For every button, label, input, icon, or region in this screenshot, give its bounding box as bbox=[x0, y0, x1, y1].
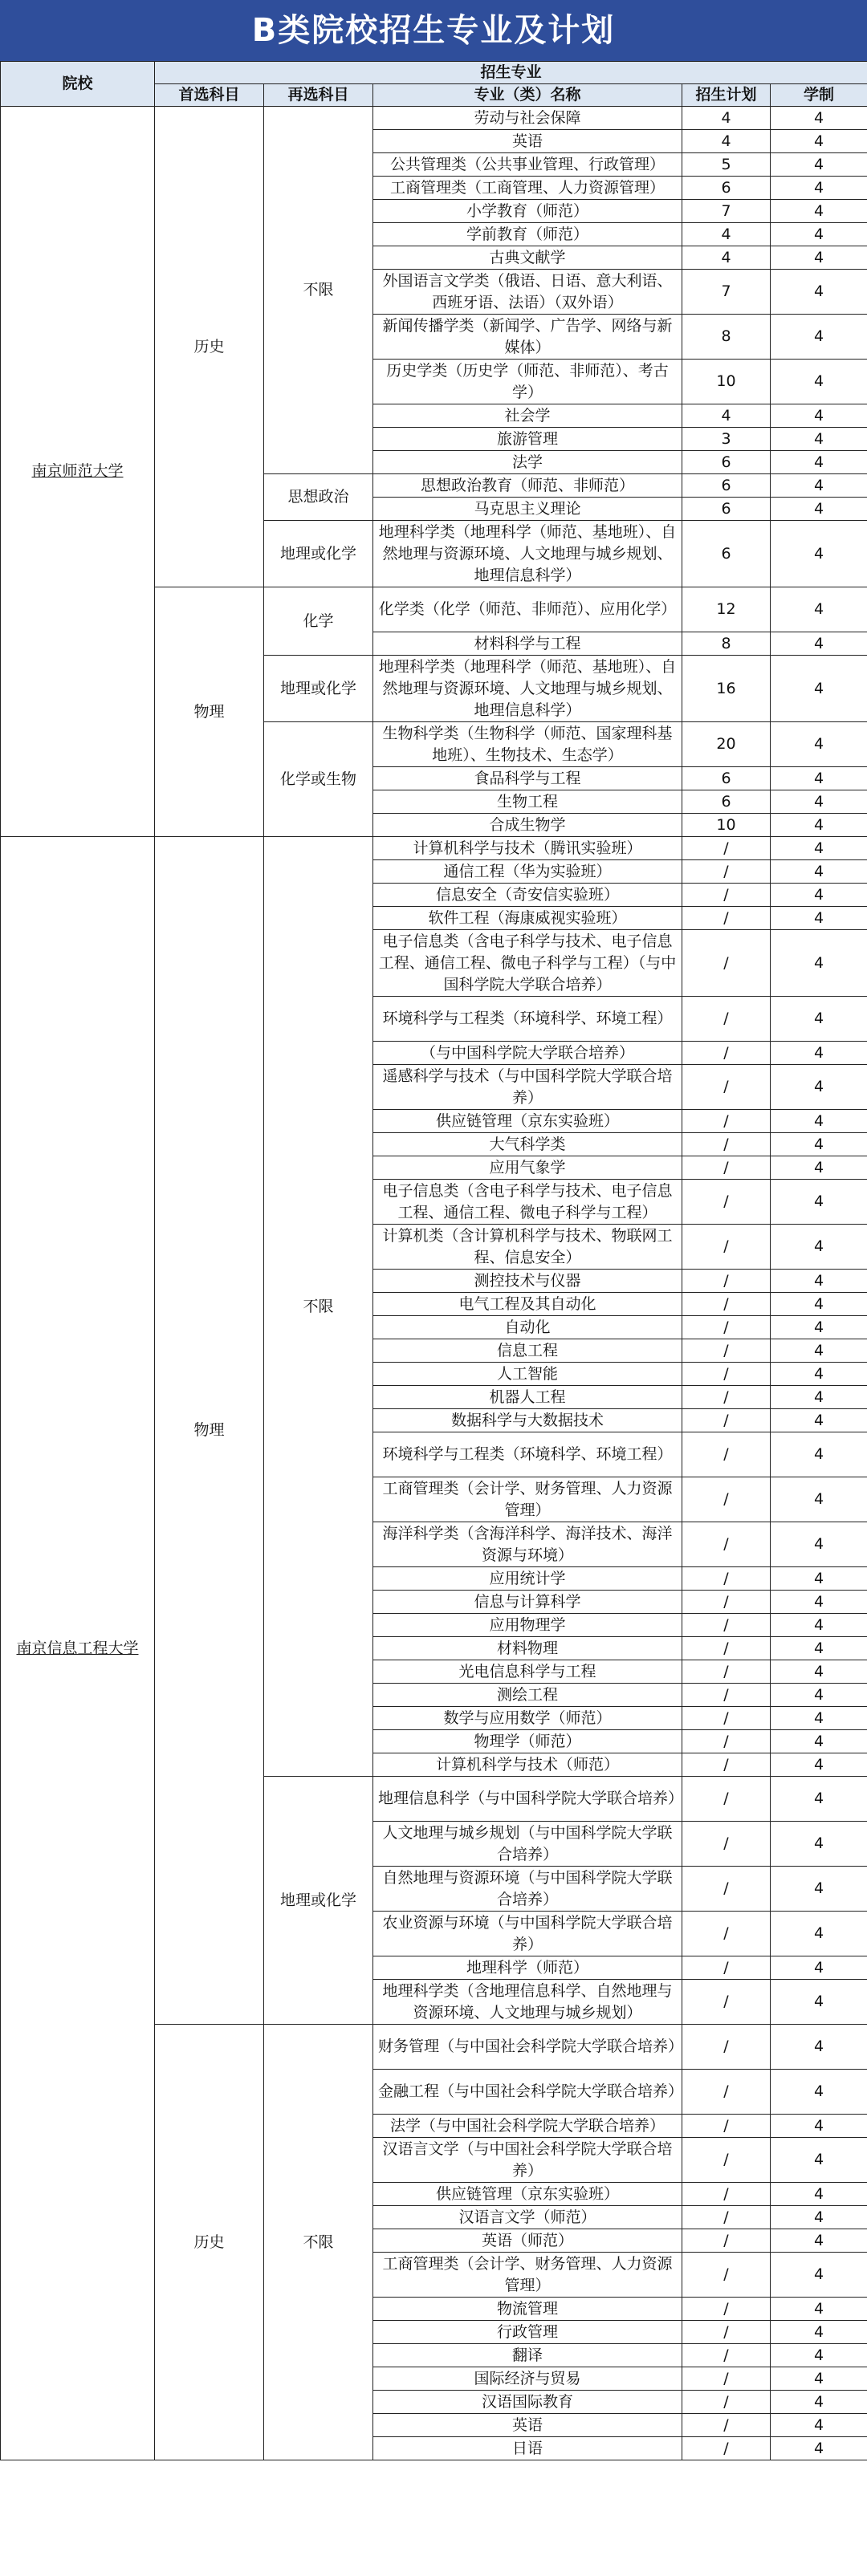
study-years: 4 bbox=[771, 1684, 867, 1707]
enroll-plan: / bbox=[682, 1316, 771, 1339]
enroll-plan: / bbox=[682, 1133, 771, 1156]
enroll-plan: 6 bbox=[682, 474, 771, 498]
enroll-plan: / bbox=[682, 884, 771, 907]
study-years: 4 bbox=[771, 1822, 867, 1867]
major-name: 历史学类（历史学（师范、非师范）、考古学） bbox=[373, 360, 682, 404]
enroll-plan: / bbox=[682, 1339, 771, 1363]
major-name: 汉语国际教育 bbox=[373, 2391, 682, 2414]
school-name: 南京信息工程大学 bbox=[1, 837, 155, 2460]
enroll-plan: / bbox=[682, 2206, 771, 2229]
study-years: 4 bbox=[771, 2367, 867, 2391]
study-years: 4 bbox=[771, 1409, 867, 1432]
enroll-plan: / bbox=[682, 2229, 771, 2253]
major-name: 数学与应用数学（师范） bbox=[373, 1707, 682, 1730]
enroll-plan: / bbox=[682, 1637, 771, 1660]
study-years: 4 bbox=[771, 1753, 867, 1777]
major-name: 海洋科学类（含海洋科学、海洋技术、海洋资源与环境） bbox=[373, 1522, 682, 1567]
major-name: 行政管理 bbox=[373, 2321, 682, 2344]
major-name: 环境科学与工程类（环境科学、环境工程） bbox=[373, 1432, 682, 1477]
header-first-subject: 首选科目 bbox=[155, 84, 264, 107]
major-name: 材料物理 bbox=[373, 1637, 682, 1660]
study-years: 4 bbox=[771, 130, 867, 153]
enroll-plan: 16 bbox=[682, 656, 771, 722]
major-name: 思想政治教育（师范、非师范） bbox=[373, 474, 682, 498]
second-subject: 化学 bbox=[264, 587, 373, 656]
study-years: 4 bbox=[771, 2344, 867, 2367]
major-name: 小学教育（师范） bbox=[373, 200, 682, 223]
enroll-plan: / bbox=[682, 2253, 771, 2298]
major-name: 软件工程（海康威视实验班） bbox=[373, 907, 682, 930]
major-name: 物理学（师范） bbox=[373, 1730, 682, 1753]
enroll-plan: 10 bbox=[682, 360, 771, 404]
major-name: 法学 bbox=[373, 451, 682, 474]
major-name: 计算机类（含计算机科学与技术、物联网工程、信息安全） bbox=[373, 1225, 682, 1270]
study-years: 4 bbox=[771, 790, 867, 814]
enroll-plan: 4 bbox=[682, 246, 771, 270]
first-subject: 物理 bbox=[155, 587, 264, 837]
enroll-plan: / bbox=[682, 930, 771, 997]
study-years: 4 bbox=[771, 360, 867, 404]
study-years: 4 bbox=[771, 2183, 867, 2206]
enroll-plan: / bbox=[682, 1822, 771, 1867]
enroll-plan: 5 bbox=[682, 153, 771, 177]
study-years: 4 bbox=[771, 474, 867, 498]
study-years: 4 bbox=[771, 1637, 867, 1660]
enroll-plan: / bbox=[682, 1753, 771, 1777]
enroll-plan: / bbox=[682, 1730, 771, 1753]
enroll-plan: 6 bbox=[682, 521, 771, 587]
second-subject: 不限 bbox=[264, 107, 373, 474]
study-years: 4 bbox=[771, 1980, 867, 2025]
enroll-plan: 6 bbox=[682, 498, 771, 521]
table-body bbox=[1, 107, 867, 2460]
major-name: 物流管理 bbox=[373, 2298, 682, 2321]
study-years: 4 bbox=[771, 1477, 867, 1522]
study-years: 4 bbox=[771, 997, 867, 1042]
study-years: 4 bbox=[771, 2321, 867, 2344]
enroll-plan: / bbox=[682, 907, 771, 930]
major-name: 金融工程（与中国社会科学院大学联合培养） bbox=[373, 2070, 682, 2115]
major-name: 大气科学类 bbox=[373, 1133, 682, 1156]
enroll-plan: / bbox=[682, 1522, 771, 1567]
major-name: 化学类（化学（师范、非师范）、应用化学） bbox=[373, 587, 682, 632]
major-name: 应用物理学 bbox=[373, 1614, 682, 1637]
major-name: 劳动与社会保障 bbox=[373, 107, 682, 130]
study-years: 4 bbox=[771, 2115, 867, 2138]
study-years: 4 bbox=[771, 1133, 867, 1156]
enroll-plan: / bbox=[682, 1409, 771, 1432]
enroll-plan: 20 bbox=[682, 722, 771, 767]
study-years: 4 bbox=[771, 270, 867, 315]
study-years: 4 bbox=[771, 2206, 867, 2229]
header-school: 院校 bbox=[1, 62, 155, 107]
study-years: 4 bbox=[771, 1386, 867, 1409]
study-years: 4 bbox=[771, 2070, 867, 2115]
enroll-plan: / bbox=[682, 2437, 771, 2460]
study-years: 4 bbox=[771, 451, 867, 474]
major-name: 计算机科学与技术（师范） bbox=[373, 1753, 682, 1777]
study-years: 4 bbox=[771, 200, 867, 223]
major-name: 英语（师范） bbox=[373, 2229, 682, 2253]
header-major-name: 专业（类）名称 bbox=[373, 84, 682, 107]
enroll-plan: / bbox=[682, 2298, 771, 2321]
major-name: 翻译 bbox=[373, 2344, 682, 2367]
study-years: 4 bbox=[771, 1065, 867, 1110]
study-years: 4 bbox=[771, 1316, 867, 1339]
major-name: 自然地理与资源环境（与中国科学院大学联合培养） bbox=[373, 1867, 682, 1912]
study-years: 4 bbox=[771, 2391, 867, 2414]
major-name: 应用气象学 bbox=[373, 1156, 682, 1180]
study-years: 4 bbox=[771, 223, 867, 246]
study-years: 4 bbox=[771, 1956, 867, 1980]
major-name: 英语 bbox=[373, 2414, 682, 2437]
major-name: 地理科学类（地理科学（师范、基地班）、自然地理与资源环境、人文地理与城乡规划、地理信息科学） bbox=[373, 656, 682, 722]
major-name: 英语 bbox=[373, 130, 682, 153]
study-years: 4 bbox=[771, 2298, 867, 2321]
enroll-plan: / bbox=[682, 1867, 771, 1912]
major-name: 电子信息类（含电子科学与技术、电子信息工程、通信工程、微电子科学与工程） bbox=[373, 1180, 682, 1225]
study-years: 4 bbox=[771, 2414, 867, 2437]
study-years: 4 bbox=[771, 2025, 867, 2070]
study-years: 4 bbox=[771, 2437, 867, 2460]
study-years: 4 bbox=[771, 1567, 867, 1591]
study-years: 4 bbox=[771, 930, 867, 997]
enroll-plan: / bbox=[682, 1386, 771, 1409]
major-name: 信息工程 bbox=[373, 1339, 682, 1363]
major-name: 地理科学类（含地理信息科学、自然地理与资源环境、人文地理与城乡规划） bbox=[373, 1980, 682, 2025]
major-name: 环境科学与工程类（环境科学、环境工程） bbox=[373, 997, 682, 1042]
study-years: 4 bbox=[771, 1363, 867, 1386]
major-name: 人工智能 bbox=[373, 1363, 682, 1386]
second-subject: 思想政治 bbox=[264, 474, 373, 521]
major-name: 应用统计学 bbox=[373, 1567, 682, 1591]
enroll-plan: / bbox=[682, 1110, 771, 1133]
enroll-plan: / bbox=[682, 1293, 771, 1316]
enroll-plan: / bbox=[682, 1567, 771, 1591]
enroll-plan: / bbox=[682, 2367, 771, 2391]
major-name: 计算机科学与技术（腾讯实验班） bbox=[373, 837, 682, 860]
enroll-plan: / bbox=[682, 2391, 771, 2414]
school-name: 南京师范大学 bbox=[1, 107, 155, 837]
study-years: 4 bbox=[771, 2253, 867, 2298]
study-years: 4 bbox=[771, 814, 867, 837]
enroll-plan: / bbox=[682, 1270, 771, 1293]
study-years: 4 bbox=[771, 404, 867, 428]
major-name: 人文地理与城乡规划（与中国科学院大学联合培养） bbox=[373, 1822, 682, 1867]
major-name: 古典文献学 bbox=[373, 246, 682, 270]
second-subject: 地理或化学 bbox=[264, 521, 373, 587]
major-name: 信息安全（奇安信实验班） bbox=[373, 884, 682, 907]
study-years: 4 bbox=[771, 767, 867, 790]
major-name: （与中国科学院大学联合培养） bbox=[373, 1042, 682, 1065]
study-years: 4 bbox=[771, 315, 867, 360]
table-row bbox=[1, 107, 867, 130]
enroll-plan: 10 bbox=[682, 814, 771, 837]
study-years: 4 bbox=[771, 1730, 867, 1753]
second-subject: 不限 bbox=[264, 837, 373, 1777]
enroll-plan: / bbox=[682, 2070, 771, 2115]
major-name: 测控技术与仪器 bbox=[373, 1270, 682, 1293]
enroll-plan: 8 bbox=[682, 632, 771, 656]
major-name: 工商管理类（会计学、财务管理、人力资源管理） bbox=[373, 2253, 682, 2298]
enroll-plan: / bbox=[682, 1660, 771, 1684]
major-name: 汉语言文学（师范） bbox=[373, 2206, 682, 2229]
major-name: 遥感科学与技术（与中国科学院大学联合培养） bbox=[373, 1065, 682, 1110]
major-name: 生物工程 bbox=[373, 790, 682, 814]
major-name: 马克思主义理论 bbox=[373, 498, 682, 521]
enroll-plan: / bbox=[682, 2025, 771, 2070]
enroll-plan: 7 bbox=[682, 200, 771, 223]
enroll-plan: 12 bbox=[682, 587, 771, 632]
second-subject: 地理或化学 bbox=[264, 1777, 373, 2025]
major-name: 生物科学类（生物科学（师范、国家理科基地班）、生物技术、生态学） bbox=[373, 722, 682, 767]
study-years: 4 bbox=[771, 632, 867, 656]
second-subject: 不限 bbox=[264, 2025, 373, 2460]
study-years: 4 bbox=[771, 1293, 867, 1316]
major-name: 自动化 bbox=[373, 1316, 682, 1339]
second-subject: 化学或生物 bbox=[264, 722, 373, 837]
study-years: 4 bbox=[771, 1660, 867, 1684]
header-plan: 招生计划 bbox=[682, 84, 771, 107]
major-name: 汉语言文学（与中国社会科学院大学联合培养） bbox=[373, 2138, 682, 2183]
major-name: 地理科学（师范） bbox=[373, 1956, 682, 1980]
enroll-plan: / bbox=[682, 837, 771, 860]
enroll-plan: 6 bbox=[682, 790, 771, 814]
enroll-plan: / bbox=[682, 860, 771, 884]
study-years: 4 bbox=[771, 1270, 867, 1293]
study-years: 4 bbox=[771, 1156, 867, 1180]
enroll-plan: / bbox=[682, 2183, 771, 2206]
enroll-plan: 4 bbox=[682, 107, 771, 130]
major-name: 日语 bbox=[373, 2437, 682, 2460]
enroll-plan: / bbox=[682, 1707, 771, 1730]
major-name: 地理科学类（地理科学（师范、基地班）、自然地理与资源环境、人文地理与城乡规划、地理信息科学） bbox=[373, 521, 682, 587]
enroll-plan: / bbox=[682, 1956, 771, 1980]
study-years: 4 bbox=[771, 2138, 867, 2183]
header-years: 学制 bbox=[771, 84, 867, 107]
major-name: 合成生物学 bbox=[373, 814, 682, 837]
study-years: 4 bbox=[771, 907, 867, 930]
study-years: 4 bbox=[771, 1110, 867, 1133]
enroll-plan: 7 bbox=[682, 270, 771, 315]
enroll-plan: 4 bbox=[682, 404, 771, 428]
page-title: B类院校招生专业及计划 bbox=[0, 0, 867, 61]
enroll-plan: / bbox=[682, 1684, 771, 1707]
table-row bbox=[1, 837, 867, 860]
study-years: 4 bbox=[771, 2229, 867, 2253]
study-years: 4 bbox=[771, 1867, 867, 1912]
major-name: 学前教育（师范） bbox=[373, 223, 682, 246]
first-subject: 历史 bbox=[155, 107, 264, 587]
study-years: 4 bbox=[771, 1707, 867, 1730]
study-years: 4 bbox=[771, 1432, 867, 1477]
major-name: 电气工程及其自动化 bbox=[373, 1293, 682, 1316]
enroll-plan: / bbox=[682, 1980, 771, 2025]
study-years: 4 bbox=[771, 521, 867, 587]
enroll-plan: / bbox=[682, 1912, 771, 1956]
enroll-plan: / bbox=[682, 2414, 771, 2437]
study-years: 4 bbox=[771, 107, 867, 130]
first-subject: 历史 bbox=[155, 2025, 264, 2460]
study-years: 4 bbox=[771, 246, 867, 270]
major-name: 测绘工程 bbox=[373, 1684, 682, 1707]
first-subject: 物理 bbox=[155, 837, 264, 2025]
major-name: 法学（与中国社会科学院大学联合培养） bbox=[373, 2115, 682, 2138]
major-name: 光电信息科学与工程 bbox=[373, 1660, 682, 1684]
major-name: 地理信息科学（与中国科学院大学联合培养） bbox=[373, 1777, 682, 1822]
enroll-plan: / bbox=[682, 2115, 771, 2138]
enroll-plan: 8 bbox=[682, 315, 771, 360]
enroll-plan: / bbox=[682, 1065, 771, 1110]
enroll-plan: / bbox=[682, 1614, 771, 1637]
major-name: 公共管理类（公共事业管理、行政管理） bbox=[373, 153, 682, 177]
header-second-subject: 再选科目 bbox=[264, 84, 373, 107]
enroll-plan: / bbox=[682, 1225, 771, 1270]
study-years: 4 bbox=[771, 656, 867, 722]
study-years: 4 bbox=[771, 884, 867, 907]
enroll-plan: 6 bbox=[682, 177, 771, 200]
study-years: 4 bbox=[771, 587, 867, 632]
enroll-plan: / bbox=[682, 1477, 771, 1522]
study-years: 4 bbox=[771, 1042, 867, 1065]
enroll-plan: / bbox=[682, 2138, 771, 2183]
major-name: 材料科学与工程 bbox=[373, 632, 682, 656]
enroll-plan: / bbox=[682, 2344, 771, 2367]
major-name: 工商管理类（会计学、财务管理、人力资源管理） bbox=[373, 1477, 682, 1522]
enroll-plan: / bbox=[682, 1363, 771, 1386]
enroll-plan: / bbox=[682, 1180, 771, 1225]
study-years: 4 bbox=[771, 1591, 867, 1614]
major-name: 机器人工程 bbox=[373, 1386, 682, 1409]
study-years: 4 bbox=[771, 1522, 867, 1567]
enrollment-table bbox=[0, 61, 867, 2460]
study-years: 4 bbox=[771, 1614, 867, 1637]
enroll-plan: / bbox=[682, 2321, 771, 2344]
major-name: 工商管理类（工商管理、人力资源管理） bbox=[373, 177, 682, 200]
major-name: 供应链管理（京东实验班） bbox=[373, 2183, 682, 2206]
study-years: 4 bbox=[771, 722, 867, 767]
enroll-plan: / bbox=[682, 1591, 771, 1614]
major-name: 国际经济与贸易 bbox=[373, 2367, 682, 2391]
study-years: 4 bbox=[771, 860, 867, 884]
enroll-plan: 6 bbox=[682, 451, 771, 474]
enroll-plan: / bbox=[682, 1777, 771, 1822]
study-years: 4 bbox=[771, 498, 867, 521]
major-name: 信息与计算科学 bbox=[373, 1591, 682, 1614]
major-name: 电子信息类（含电子科学与技术、电子信息工程、通信工程、微电子科学与工程）（与中国科学院大学联合培养） bbox=[373, 930, 682, 997]
study-years: 4 bbox=[771, 1912, 867, 1956]
enroll-plan: 3 bbox=[682, 428, 771, 451]
header-recruit-major: 招生专业 bbox=[155, 62, 867, 84]
study-years: 4 bbox=[771, 1339, 867, 1363]
enroll-plan: / bbox=[682, 1156, 771, 1180]
study-years: 4 bbox=[771, 428, 867, 451]
major-name: 农业资源与环境（与中国科学院大学联合培养） bbox=[373, 1912, 682, 1956]
major-name: 通信工程（华为实验班） bbox=[373, 860, 682, 884]
major-name: 新闻传播学类（新闻学、广告学、网络与新媒体） bbox=[373, 315, 682, 360]
major-name: 供应链管理（京东实验班） bbox=[373, 1110, 682, 1133]
study-years: 4 bbox=[771, 177, 867, 200]
major-name: 外国语言文学类（俄语、日语、意大利语、西班牙语、法语）（双外语） bbox=[373, 270, 682, 315]
major-name: 社会学 bbox=[373, 404, 682, 428]
enroll-plan: 6 bbox=[682, 767, 771, 790]
enroll-plan: / bbox=[682, 1432, 771, 1477]
study-years: 4 bbox=[771, 153, 867, 177]
study-years: 4 bbox=[771, 1180, 867, 1225]
enroll-plan: / bbox=[682, 997, 771, 1042]
enroll-plan: / bbox=[682, 1042, 771, 1065]
study-years: 4 bbox=[771, 1777, 867, 1822]
major-name: 数据科学与大数据技术 bbox=[373, 1409, 682, 1432]
study-years: 4 bbox=[771, 837, 867, 860]
enroll-plan: 4 bbox=[682, 130, 771, 153]
major-name: 财务管理（与中国社会科学院大学联合培养） bbox=[373, 2025, 682, 2070]
major-name: 旅游管理 bbox=[373, 428, 682, 451]
major-name: 食品科学与工程 bbox=[373, 767, 682, 790]
study-years: 4 bbox=[771, 1225, 867, 1270]
second-subject: 地理或化学 bbox=[264, 656, 373, 722]
enroll-plan: 4 bbox=[682, 223, 771, 246]
